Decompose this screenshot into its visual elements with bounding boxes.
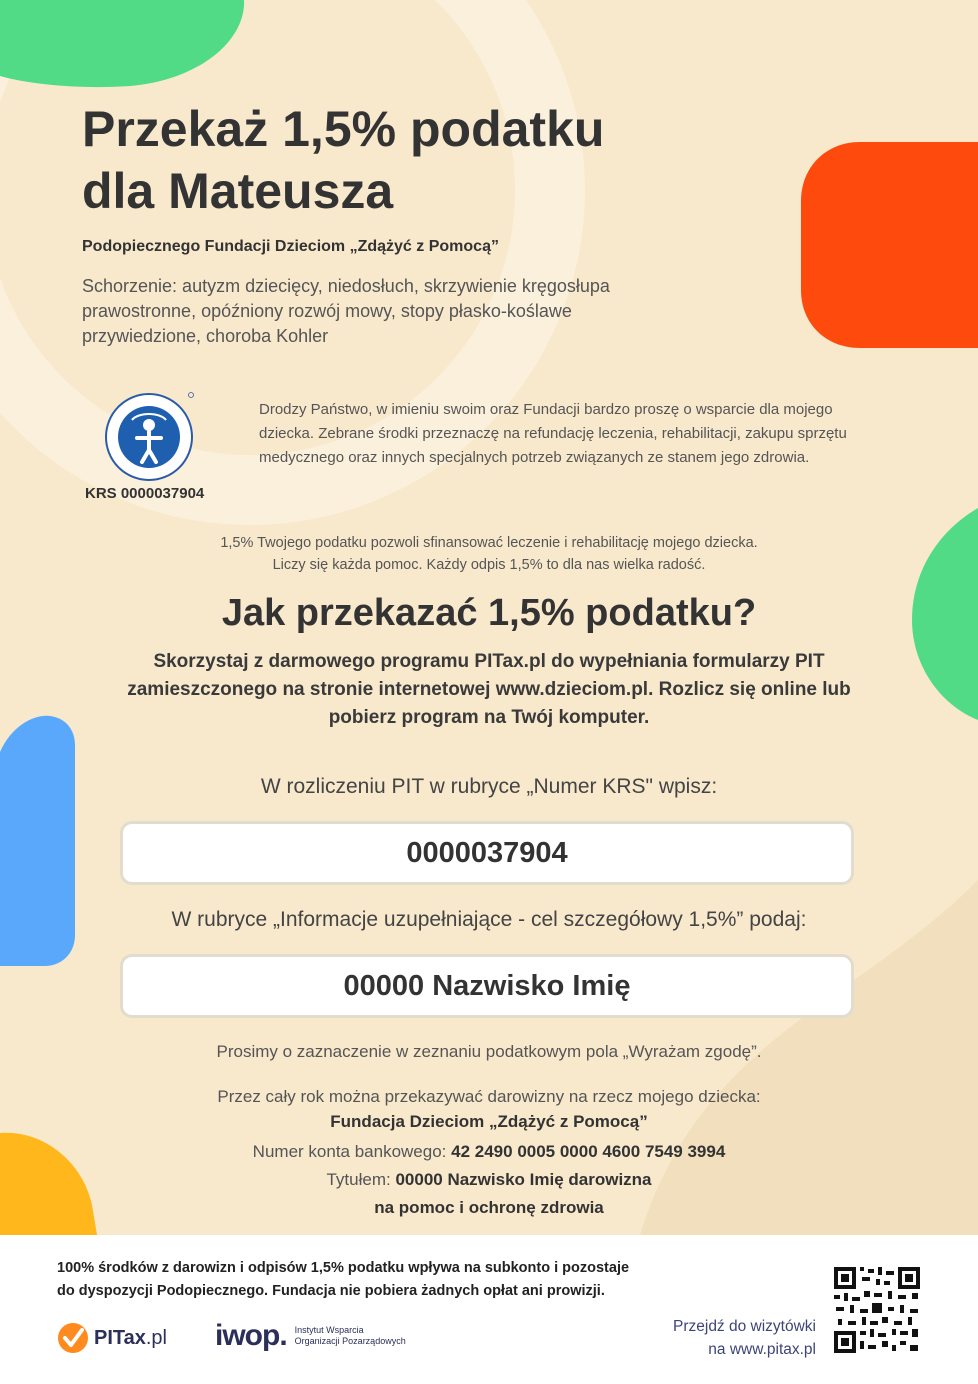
krs-number-label: KRS 0000037904 bbox=[85, 485, 205, 502]
bank-account-label: Numer konta bankowego: bbox=[252, 1142, 447, 1161]
title-line-2: dla Mateusza bbox=[82, 163, 394, 219]
page-title bbox=[82, 98, 722, 222]
krs-field-label: W rozliczeniu PIT w rubryce „Numer KRS" wpisz: bbox=[260, 775, 718, 798]
profile-link-line-2: na www.pitax.pl bbox=[708, 1341, 816, 1358]
qr-code-icon[interactable] bbox=[832, 1265, 922, 1355]
foundation-name: Fundacja Dzieciom „Zdążyć z Pomocą” bbox=[330, 1112, 648, 1131]
bank-account-number: 42 2490 0005 0000 4600 7549 3994 bbox=[451, 1142, 726, 1161]
consent-note: Prosimy o zaznaczenie w zeznaniu podatkowym pola „Wyrażam zgodę”. bbox=[216, 1042, 762, 1061]
transfer-title-value: 00000 Nazwisko Imię darowizna bbox=[395, 1170, 652, 1189]
footer bbox=[0, 1235, 978, 1384]
appeal-letter: Drodzy Państwo, w imieniu swoim oraz Fundacji bardzo proszę o wsparcie dla mojego dziecka. Zebrane środki przeznaczę na refundację leczenia, rehabilitacji, zakupu sprzętu medycznego oraz innych specjalnych potrzeb związanych ze stanem jego zdrowia. bbox=[259, 401, 847, 466]
how-to-heading: Jak przekazać 1,5% podatku? bbox=[221, 592, 757, 634]
profile-link-line-1: Przejdź do wizytówki bbox=[673, 1318, 816, 1335]
support-note bbox=[0, 532, 978, 576]
support-note-line-2: Liczy się każda pomoc. Każdy odpis 1,5% to dla nas wielka radość. bbox=[272, 557, 706, 573]
transfer-title-value-2: na pomoc i ochronę zdrowia bbox=[374, 1198, 604, 1217]
donation-info bbox=[0, 1085, 978, 1222]
donation-intro: Przez cały rok można przekazywać darowizny na rzecz mojego dziecka: bbox=[217, 1087, 761, 1106]
how-to-instruction: Skorzystaj z darmowego programu PITax.pl do wypełniania formularzy PIT zamieszczonego na stronie internetowej www.dzieciom.pl. Rozlicz się online lub pobierz program na Twój komputer. bbox=[127, 651, 851, 728]
iwop-line-2: Organizacji Pozarządowych bbox=[294, 1336, 406, 1346]
title-line-1: Przekaż 1,5% podatku bbox=[82, 101, 605, 157]
diagnosis-text: Schorzenie: autyzm dziecięcy, niedosłuch, skrzywienie kręgosłupa prawostronne, opóźniony rozwój mowy, stopy płasko-koślawe przywiedzione, choroba Kohler bbox=[82, 276, 610, 346]
transfer-title-label: Tytułem: bbox=[326, 1170, 391, 1189]
pitax-check-icon bbox=[56, 1321, 90, 1355]
iwop-brand: iwop. bbox=[215, 1319, 287, 1352]
foundation-logo-icon bbox=[104, 392, 194, 482]
decor-green-top bbox=[0, 0, 244, 87]
iwop-logo[interactable] bbox=[215, 1319, 406, 1353]
goal-value-box: 00000 Nazwisko Imię bbox=[120, 954, 854, 1018]
profile-link[interactable] bbox=[600, 1315, 816, 1361]
iwop-line-1: Instytut Wsparcia bbox=[294, 1325, 364, 1335]
transfer-title-line bbox=[0, 1166, 978, 1194]
decor-orange bbox=[801, 142, 978, 348]
bank-account-line bbox=[0, 1138, 978, 1166]
krs-value-box: 0000037904 bbox=[120, 821, 854, 885]
goal-field-label: W rubryce „Informacje uzupełniające - cel szczegółowy 1,5%” podaj: bbox=[171, 908, 807, 931]
footer-info bbox=[57, 1257, 737, 1303]
page-subtitle: Podopiecznego Fundacji Dzieciom „Zdążyć z Pomocą” bbox=[82, 238, 499, 255]
footer-info-line-2: do dyspozycji Podopiecznego. Fundacja nie pobiera żadnych opłat ani prowizji. bbox=[57, 1283, 605, 1299]
pitax-brand: PITax bbox=[94, 1326, 146, 1349]
support-note-line-1: 1,5% Twojego podatku pozwoli sfinansować leczenie i rehabilitację mojego dziecka. bbox=[220, 535, 758, 551]
pitax-logo[interactable] bbox=[56, 1321, 167, 1355]
pitax-suffix: .pl bbox=[145, 1326, 167, 1349]
footer-info-line-1: 100% środków z darowizn i odpisów 1,5% podatku wpływa na subkonto i pozostaje bbox=[57, 1260, 630, 1276]
